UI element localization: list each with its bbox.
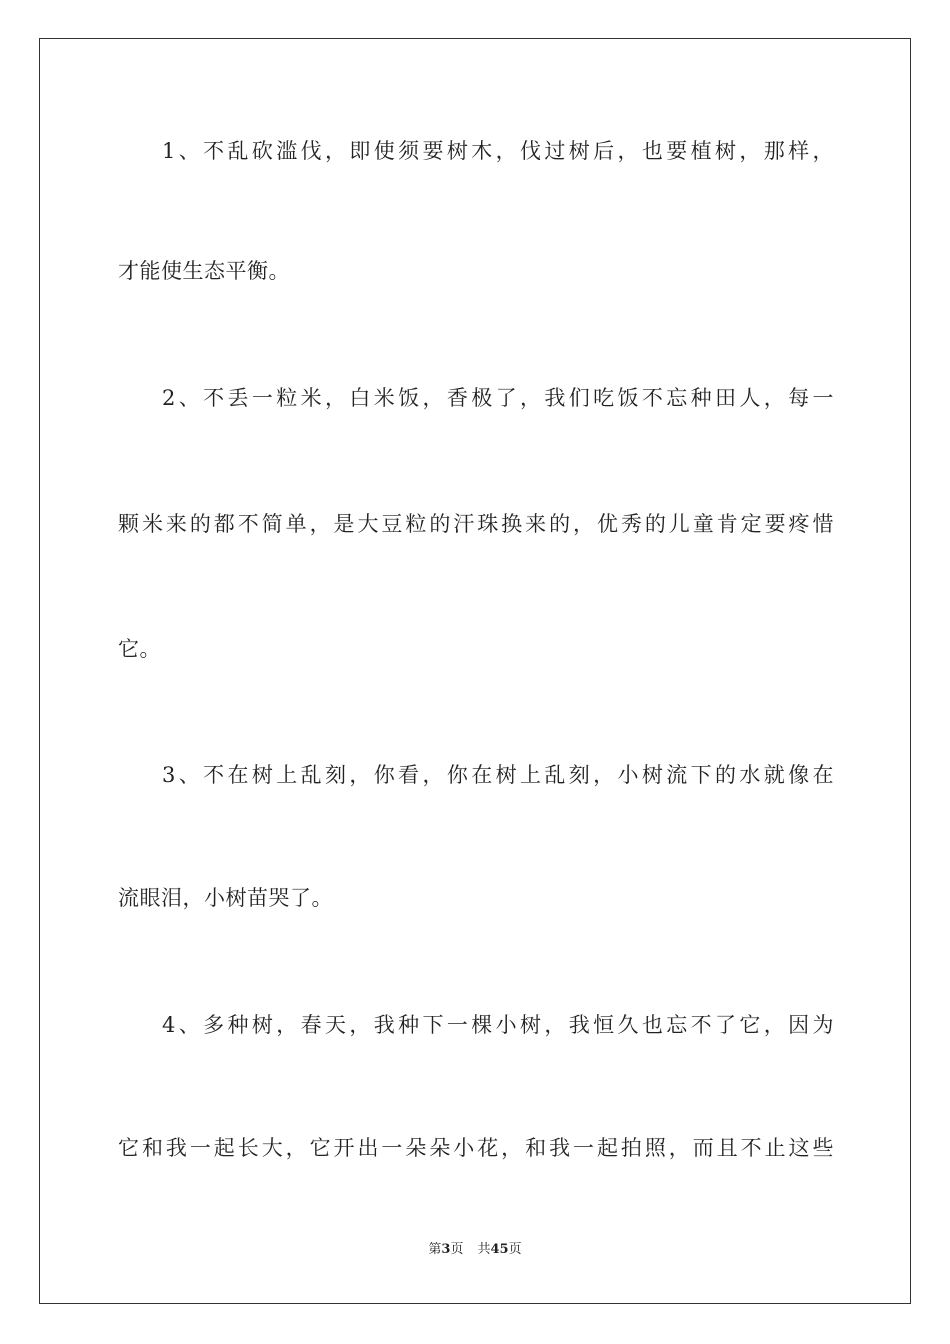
paragraph-2-line-1: 2、不丢一粒米，白米饭，香极了，我们吃饭不忘种田人，每一: [162, 386, 834, 410]
paragraph-4-line-2: 它和我一起长大，它开出一朵朵小花，和我一起拍照，而且不止这些: [118, 1136, 834, 1160]
page-suffix: 页: [450, 1242, 464, 1257]
total-prefix: 共: [477, 1242, 491, 1257]
paragraph-3-line-1: 3、不在树上乱刻，你看，你在树上乱刻，小树流下的水就像在: [162, 763, 834, 787]
paragraph-4-line-1: 4、多种树，春天，我种下一棵小树，我恒久也忘不了它，因为: [162, 1013, 834, 1037]
paragraph-2-line-2: 颗米来的都不简单，是大豆粒的汗珠换来的，优秀的儿童肯定要疼惜: [118, 512, 834, 536]
paragraph-3-line-2: 流眼泪，小树苗哭了。: [118, 886, 333, 910]
page-number: 3: [441, 1242, 451, 1257]
page-border: [39, 38, 911, 1304]
page-footer: [0, 1241, 950, 1259]
total-suffix: 页: [508, 1242, 522, 1257]
paragraph-1-line-1: 1、不乱砍滥伐，即使须要树木，伐过树后，也要植树，那样，: [162, 139, 834, 163]
paragraph-1-line-2: 才能使生态平衡。: [118, 259, 290, 283]
paragraph-2-line-3: 它。: [118, 637, 161, 661]
page-prefix: 第: [428, 1242, 442, 1257]
total-pages: 45: [490, 1242, 509, 1257]
